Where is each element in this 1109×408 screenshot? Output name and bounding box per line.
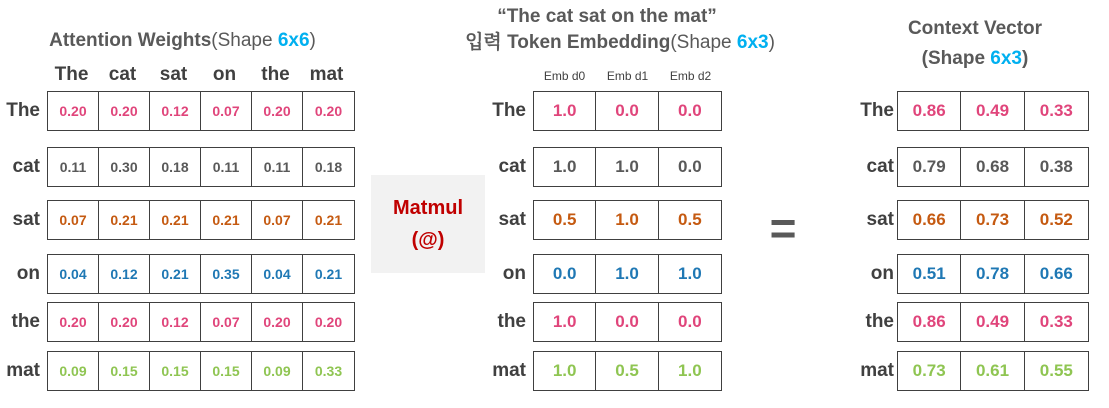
attention-cell: 0.15 — [99, 352, 150, 390]
attention-cell: 0.21 — [99, 201, 150, 239]
attention-row-label: The — [6, 100, 40, 121]
embedding-row — [533, 351, 722, 391]
embedding-cell: 0.0 — [678, 101, 702, 120]
embedding-title — [440, 31, 800, 55]
attention-row — [47, 147, 355, 187]
matmul-symbol: (@) — [411, 229, 445, 251]
attention-col-header: mat — [309, 64, 344, 85]
context-cell: 0.73 — [961, 201, 1024, 239]
attention-row — [47, 351, 355, 391]
context-cell: 0.61 — [961, 352, 1024, 390]
attention-row-label: mat — [6, 360, 40, 381]
embedding-cell: 0.5 — [596, 352, 658, 390]
embedding-row — [533, 91, 722, 131]
attention-row — [47, 302, 355, 342]
embedding-row-label: on — [502, 263, 526, 284]
context-cell: 0.51 — [898, 255, 961, 293]
attention-cell: 0.11 — [48, 148, 99, 186]
attention-cell: 0.20 — [99, 303, 150, 341]
embedding-cell: 0.5 — [534, 201, 596, 239]
context-row-label: on — [870, 263, 894, 284]
attention-cell: 0.09 — [48, 352, 99, 390]
attention-cell: 0.11 — [252, 148, 303, 186]
attention-column-headers — [46, 63, 354, 89]
attention-cell: 0.07 — [201, 303, 252, 341]
attention-cell: 0.30 — [99, 148, 150, 186]
context-row — [897, 91, 1089, 131]
embedding-cell: 1.0 — [534, 352, 596, 390]
attention-cell: 0.20 — [314, 314, 343, 330]
attention-cell: 0.18 — [314, 159, 343, 175]
context-row — [897, 200, 1089, 240]
embedding-row — [533, 302, 722, 342]
embedding-cell: 0.0 — [596, 303, 658, 341]
embedding-row — [533, 200, 722, 240]
context-row-label: the — [865, 311, 894, 332]
embedding-row-label: cat — [498, 156, 526, 177]
attention-col-header: sat — [159, 64, 188, 85]
attention-title — [30, 29, 335, 53]
context-cell: 0.38 — [1039, 157, 1073, 176]
context-title: Context Vector — [907, 18, 1043, 39]
attention-cell: 0.21 — [314, 266, 343, 282]
attention-cell: 0.12 — [150, 92, 201, 130]
embedding-title-text: Token Embedding — [507, 32, 671, 53]
embedding-col-header: Emb d0 — [543, 69, 586, 83]
embedding-cell: 0.0 — [678, 157, 702, 176]
context-row-label: The — [860, 100, 894, 121]
attention-cell: 0.04 — [48, 255, 99, 293]
attention-cell: 0.20 — [252, 92, 303, 130]
embedding-row — [533, 254, 722, 294]
attention-cell: 0.21 — [201, 201, 252, 239]
embedding-cell: 0.0 — [534, 255, 596, 293]
context-cell: 0.79 — [898, 148, 961, 186]
attention-cell: 0.33 — [314, 363, 343, 379]
attention-row-label: the — [11, 311, 40, 332]
embedding-cell: 0.5 — [678, 210, 702, 229]
attention-cell: 0.18 — [150, 148, 201, 186]
embedding-sentence: “The cat sat on the mat” — [497, 6, 717, 27]
embedding-row — [533, 147, 722, 187]
context-cell: 0.49 — [961, 303, 1024, 341]
embedding-col-header: Emb d2 — [669, 69, 712, 83]
attention-cell: 0.21 — [150, 255, 201, 293]
embedding-row-label: the — [497, 311, 526, 332]
embedding-cell: 0.0 — [678, 312, 702, 331]
attention-row-label: on — [16, 263, 40, 284]
attention-cell: 0.15 — [150, 352, 201, 390]
attention-col-header: the — [261, 64, 290, 85]
context-shape — [885, 47, 1065, 71]
attention-row — [47, 200, 355, 240]
attention-shape-suffix: ) — [309, 30, 316, 51]
context-cell: 0.68 — [961, 148, 1024, 186]
embedding-row-label: The — [492, 100, 526, 121]
context-row — [897, 351, 1089, 391]
attention-title-text: Attention Weights — [49, 30, 212, 51]
attention-row-label: sat — [12, 209, 40, 230]
attention-col-header: on — [212, 64, 237, 85]
attention-cell: 0.21 — [314, 212, 343, 228]
embedding-title-prefix: 입력 — [465, 32, 508, 53]
attention-col-header: The — [54, 64, 89, 85]
embedding-cell: 1.0 — [596, 148, 658, 186]
embedding-shape-prefix: (Shape — [670, 32, 737, 53]
attention-shape-prefix: (Shape — [211, 30, 278, 51]
context-cell: 0.66 — [898, 201, 961, 239]
context-cell: 0.52 — [1039, 210, 1073, 229]
attention-cell: 0.20 — [48, 92, 99, 130]
embedding-cell: 1.0 — [678, 361, 702, 380]
context-row — [897, 254, 1089, 294]
embedding-row-label: mat — [492, 360, 526, 381]
embedding-row-label: sat — [498, 209, 526, 230]
context-cell: 0.66 — [1039, 264, 1073, 283]
context-shape-value: 6x3 — [990, 48, 1022, 69]
attention-shape-value: 6x6 — [277, 30, 310, 51]
context-cell: 0.55 — [1039, 361, 1073, 380]
embedding-cell: 1.0 — [534, 92, 596, 130]
embedding-cell: 1.0 — [678, 264, 702, 283]
attention-cell: 0.20 — [99, 92, 150, 130]
context-cell: 0.86 — [898, 303, 961, 341]
context-cell: 0.33 — [1039, 312, 1073, 331]
context-cell: 0.49 — [961, 92, 1024, 130]
context-cell: 0.86 — [898, 92, 961, 130]
context-cell: 0.73 — [898, 352, 961, 390]
context-cell: 0.33 — [1039, 101, 1073, 120]
embedding-shape-value: 6x3 — [736, 32, 769, 53]
embedding-shape-suffix: ) — [768, 32, 775, 53]
attention-cell: 0.35 — [201, 255, 252, 293]
attention-col-header: cat — [108, 64, 137, 85]
attention-cell: 0.20 — [252, 303, 303, 341]
context-shape-prefix: (Shape — [921, 48, 991, 69]
context-row — [897, 302, 1089, 342]
embedding-cell: 0.0 — [596, 92, 658, 130]
embedding-cell: 1.0 — [596, 201, 658, 239]
equals-sign: = — [769, 202, 797, 254]
context-row — [897, 147, 1089, 187]
context-cell: 0.78 — [961, 255, 1024, 293]
embedding-col-header: Emb d1 — [606, 69, 649, 83]
context-shape-suffix: ) — [1022, 48, 1029, 69]
attention-cell: 0.04 — [252, 255, 303, 293]
embedding-cell: 1.0 — [596, 255, 658, 293]
attention-cell: 0.09 — [252, 352, 303, 390]
embedding-cell: 1.0 — [534, 148, 596, 186]
context-row-label: sat — [866, 209, 894, 230]
attention-cell: 0.15 — [201, 352, 252, 390]
embedding-cell: 1.0 — [534, 303, 596, 341]
context-row-label: cat — [866, 156, 894, 177]
attention-cell: 0.11 — [201, 148, 252, 186]
attention-cell: 0.20 — [314, 103, 343, 119]
attention-cell: 0.20 — [48, 303, 99, 341]
attention-row — [47, 91, 355, 131]
attention-cell: 0.07 — [201, 92, 252, 130]
attention-cell: 0.21 — [150, 201, 201, 239]
context-row-label: mat — [860, 360, 894, 381]
attention-cell: 0.12 — [150, 303, 201, 341]
attention-cell: 0.07 — [48, 201, 99, 239]
attention-row — [47, 254, 355, 294]
embedding-column-headers — [533, 69, 722, 85]
attention-row-label: cat — [12, 156, 40, 177]
matmul-label: Matmul — [393, 197, 463, 219]
attention-cell: 0.07 — [252, 201, 303, 239]
attention-cell: 0.12 — [99, 255, 150, 293]
